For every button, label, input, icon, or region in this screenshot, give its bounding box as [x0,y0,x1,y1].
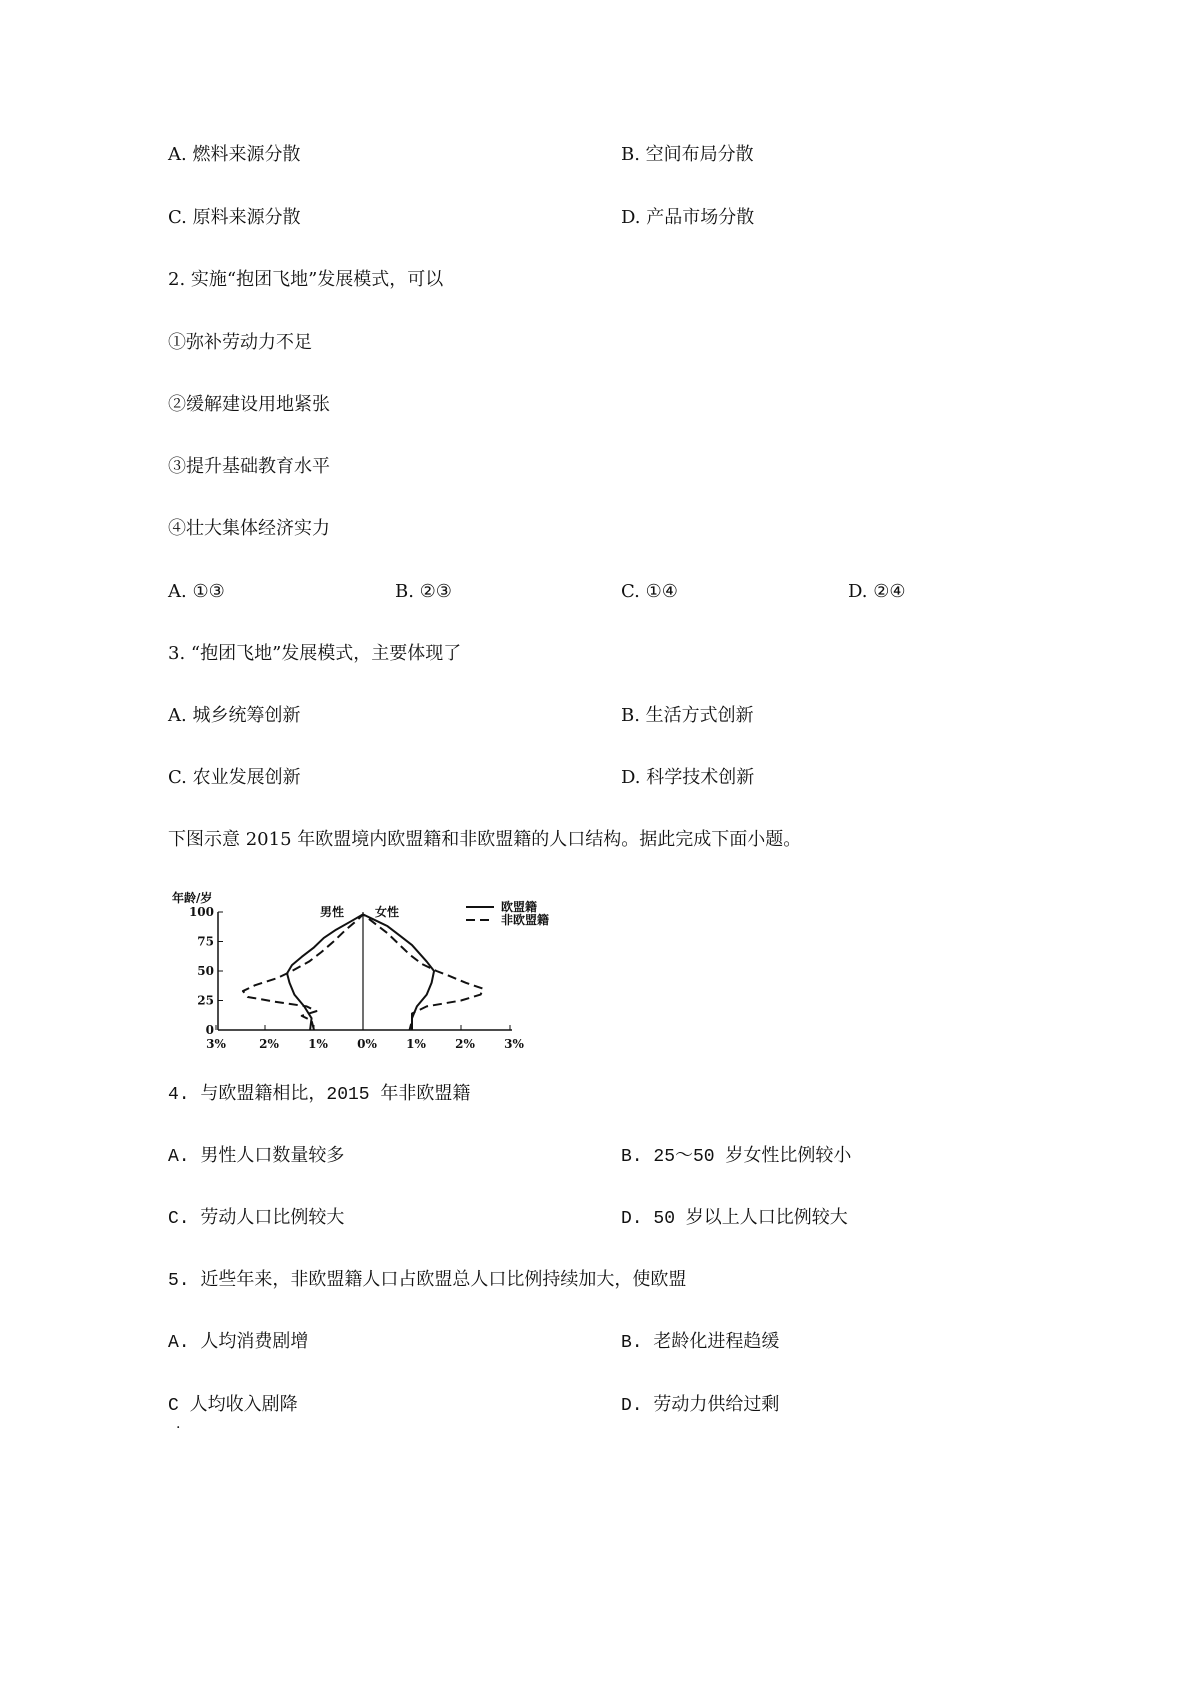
y-tick-label: 25 [197,993,214,1008]
q2-item-1: ①弥补劳动力不足 [168,332,312,353]
q4-option-a[interactable]: A. 男性人口数量较多 [168,1147,345,1167]
x-tick-label: 1% [308,1037,328,1051]
q3-stem: 3. “抱团飞地”发展模式，主要体现了 [168,643,462,664]
population-pyramid-chart [160,880,580,1060]
q2-item-3: ③提升基础教育水平 [168,456,330,477]
y-tick-label: 50 [197,964,214,978]
y-tick-label: 100 [188,905,214,919]
stray-mark: . [176,1416,181,1432]
y-tick-label: 75 [197,934,214,949]
q2-option-b[interactable]: B. ②③ [395,581,452,602]
x-tick-label: 3% [504,1037,524,1051]
x-tick-label: 2% [455,1037,475,1051]
q4-stem: 4. 与欧盟籍相比，2015 年非欧盟籍 [168,1085,471,1105]
q1-option-c[interactable]: C. 原料来源分散 [168,207,301,228]
q2-option-a[interactable]: A. ①③ [168,581,225,602]
q5-option-a[interactable]: A. 人均消费剧增 [168,1333,309,1353]
y-tick-label: 0 [205,1023,214,1037]
q5-option-b[interactable]: B. 老龄化进程趋缓 [621,1333,780,1353]
q5-option-d[interactable]: D. 劳动力供给过剩 [621,1396,780,1416]
male-label: 男性 [320,905,345,919]
q1-option-d[interactable]: D. 产品市场分散 [621,207,755,228]
q4-option-d[interactable]: D. 50 岁以上人口比例较大 [621,1209,848,1229]
female-label: 女性 [375,905,400,919]
q4-option-c[interactable]: C. 劳动人口比例较大 [168,1209,345,1229]
q2-option-d[interactable]: D. ②④ [848,581,906,602]
q1-option-b[interactable]: B. 空间布局分散 [621,144,754,165]
x-tick-label: 2% [259,1037,279,1051]
legend-eu: 欧盟籍 [501,900,538,914]
q2-stem: 2. 实施“抱团飞地”发展模式，可以 [168,269,444,290]
x-tick-label: 1% [406,1037,426,1051]
q2-option-c[interactable]: C. ①④ [621,581,678,602]
x-tick-label: 3% [206,1037,226,1051]
legend-non-eu: 非欧盟籍 [501,913,550,927]
q3-option-c[interactable]: C. 农业发展创新 [168,767,301,788]
q3-option-b[interactable]: B. 生活方式创新 [621,705,754,726]
q4-option-b[interactable]: B. 25～50 岁女性比例较小 [621,1147,852,1167]
q2-item-4: ④壮大集体经济实力 [168,518,330,539]
chart-intro: 下图示意 2015 年欧盟境内欧盟籍和非欧盟籍的人口结构。据此完成下面小题。 [168,829,802,850]
x-tick-label: 0% [357,1037,377,1051]
q2-item-2: ②缓解建设用地紧张 [168,394,330,415]
q5-option-c[interactable]: C 人均收入剧降 [168,1396,298,1416]
q3-option-d[interactable]: D. 科学技术创新 [621,767,755,788]
y-axis-label: 年龄/岁 [172,891,213,905]
q1-option-a[interactable]: A. 燃料来源分散 [168,144,301,165]
q5-stem: 5. 近些年来，非欧盟籍人口占欧盟总人口比例持续加大，使欧盟 [168,1271,687,1291]
q3-option-a[interactable]: A. 城乡统筹创新 [168,705,301,726]
